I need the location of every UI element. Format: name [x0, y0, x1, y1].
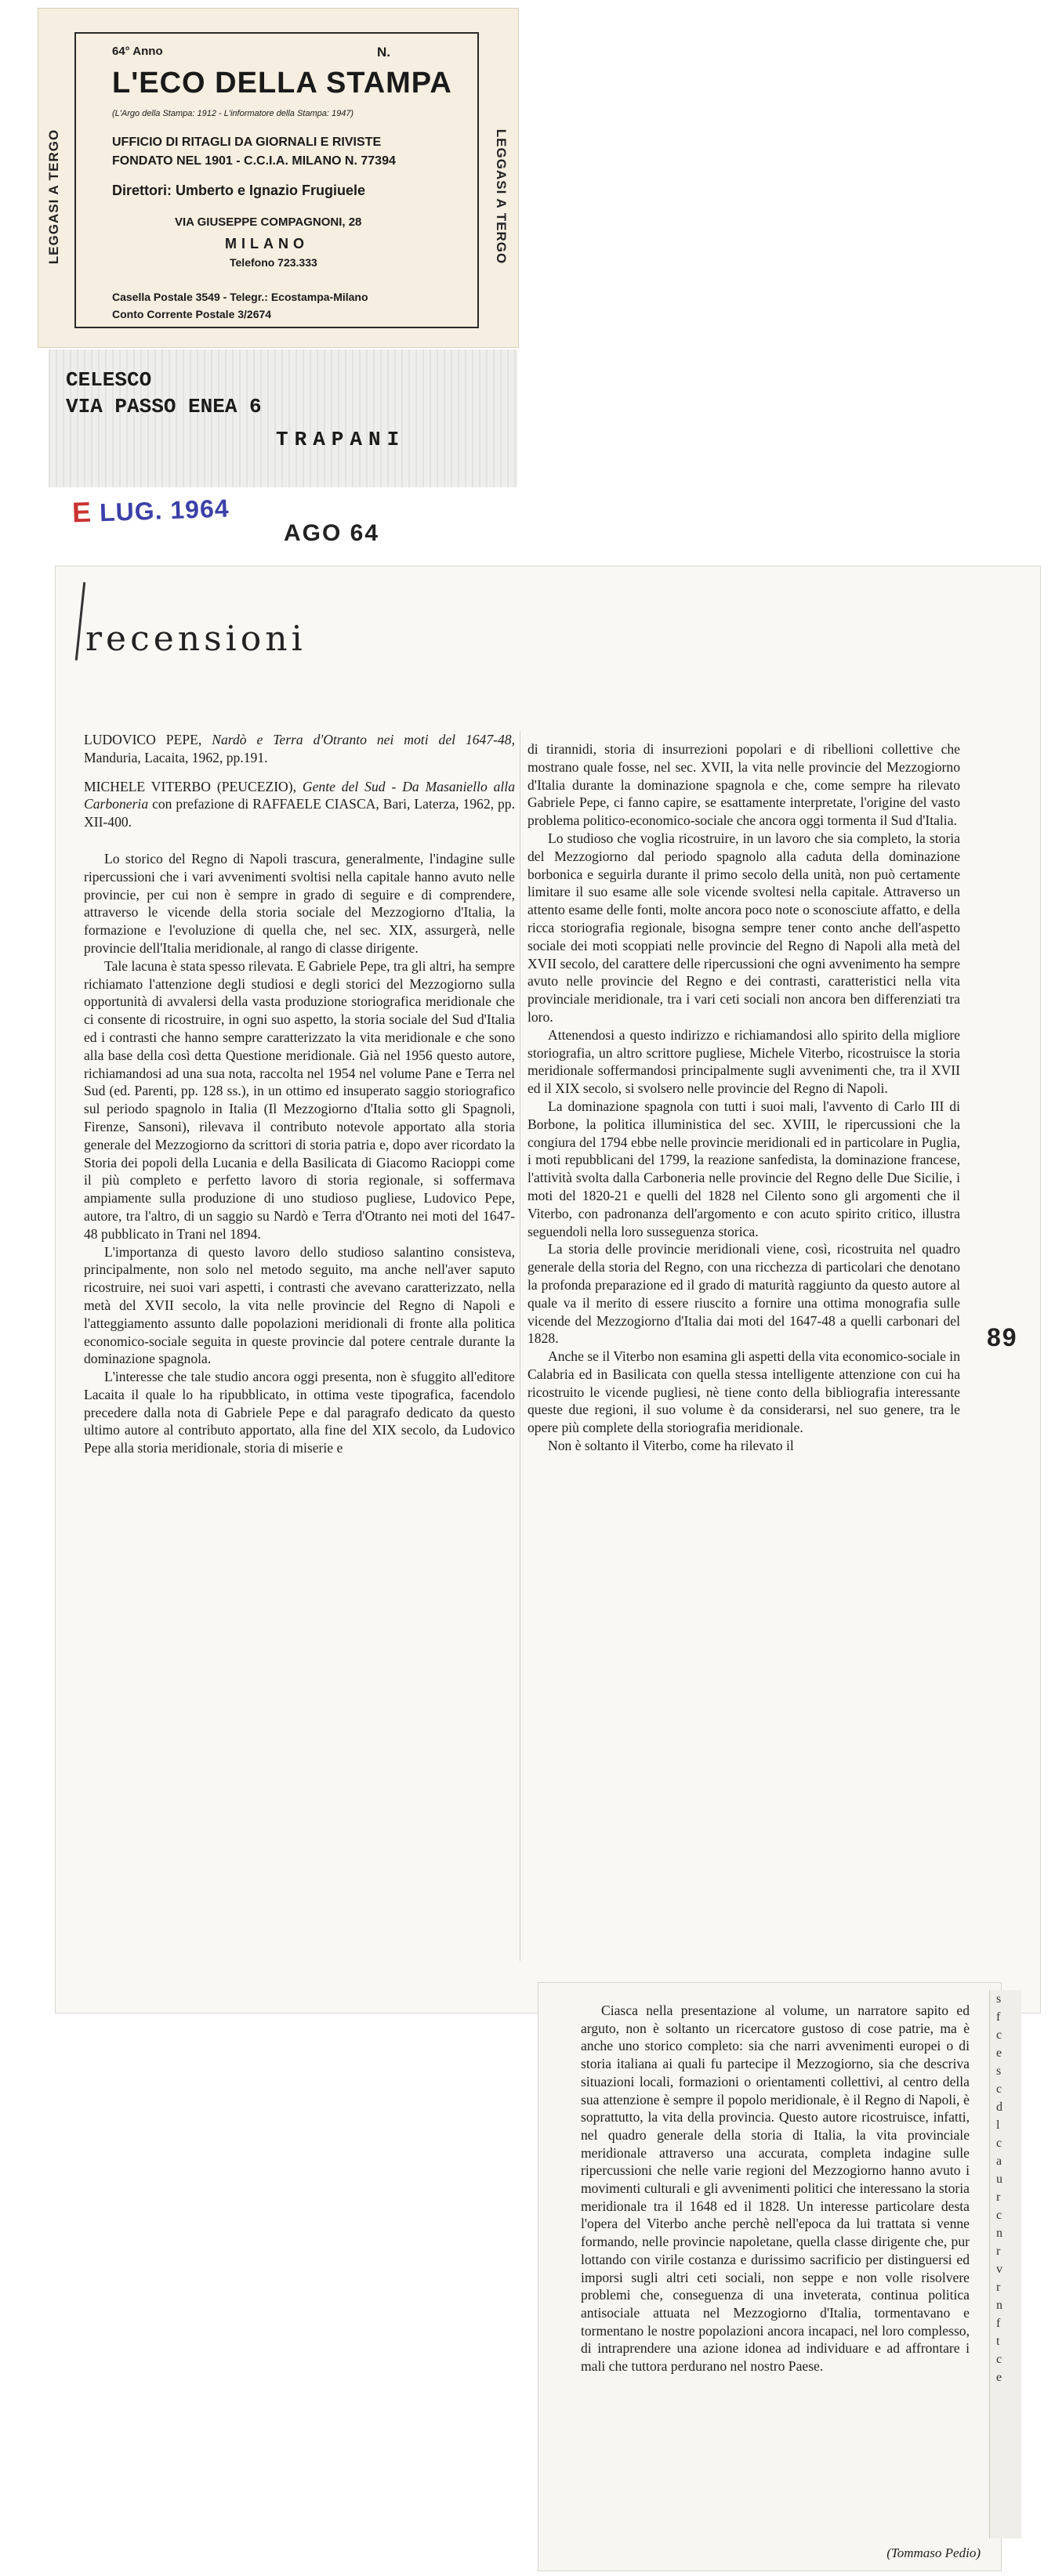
author-signature: (Tommaso Pedio): [886, 2545, 981, 2560]
adjacent-column-edge: [989, 1990, 1021, 2538]
header-street: VIA GIUSEPPE COMPAGNONI, 28: [175, 215, 362, 229]
address-city: TRAPANI: [276, 428, 406, 451]
edge-letter: f: [996, 2010, 1001, 2024]
edge-letter: t: [996, 2335, 1000, 2348]
bib-1-author: LUDOVICO PEPE,: [84, 732, 202, 747]
right-paragraph-2: Attenendosi a questo indirizzo e richiamandosi allo spirito della migliore storiografia, un altro scrittore pugliese, Michele Viterbo, ricostruisce la storia meridionale soffermandosi principalmente sugli avvenimenti che, tra il XVII ed il XIX secolo, si svolsero nelle provincie del Regno di Napoli.: [528, 1026, 960, 1097]
bib-2-author: MICHELE VITERBO (PEUCEZIO),: [84, 778, 297, 794]
bibliography-entry-1: [84, 731, 515, 767]
bib-1-details: Manduria, Lacaita, 1962, pp.191.: [84, 749, 268, 765]
right-paragraph-4: La storia delle provincie meridionali viene, così, ricostruita nel quadro generale della storia del Regno, con una ricchezza di particolari che denotano la profonda preparazione ed il grado di maturità raggiunto da questo autore al quale va il merito di essere riuscito a fornire una ottima monografia sulle vicende del Mezzogiorno d'Italia dai moti del 1647-48 a quelli carbonari del 1828.: [528, 1241, 960, 1347]
address-recipient: CELESCO: [66, 368, 152, 392]
header-office: UFFICIO DI RITAGLI DA GIORNALI E RIVISTE: [112, 136, 382, 149]
date-stamp: [71, 491, 230, 530]
article-right-column: [528, 740, 960, 1455]
bib-2-details: con prefazione di RAFFAELE CIASCA, Bari, Laterza, 1962, pp. XII-400.: [84, 796, 515, 830]
bib-2-title: Gente del Sud - Da Masaniello alla Carboneria: [84, 778, 515, 812]
address-label: [49, 349, 517, 487]
edge-letter: c: [996, 2136, 1002, 2150]
edge-letter: s: [996, 1992, 1002, 2006]
address-street: VIA PASSO ENEA 6: [66, 395, 262, 418]
section-heading: recensioni: [85, 619, 306, 660]
edge-letter: f: [996, 2317, 1001, 2330]
header-postal-account: Conto Corrente Postale 3/2674: [112, 308, 272, 320]
edge-letter: s: [996, 2064, 1002, 2078]
side-label-left: LEGGASI A TERGO: [46, 128, 61, 265]
date-stamp-text: LUG. 1964: [99, 494, 230, 527]
page-number: 89: [987, 1323, 1018, 1351]
edge-letter: r: [996, 2191, 1001, 2204]
edge-letter: v: [996, 2263, 1002, 2276]
left-paragraph-1: Lo storico del Regno di Napoli trascura, generalmente, l'indagine sulle ripercussioni che i vari avvenimenti svoltisi nella capitale hanno avuto nelle provincie, per cui non è sempre in grado di seguire e di comprendere, attraverso le vicende della storia sociale del Mezzogiorno d'Italia, la formazione e l'evoluzione di quella che, nel sec. XIX, assurgerà, nelle provincie dell'Italia meridionale, al rango di classe dirigente.: [84, 850, 515, 956]
header-year: 64° Anno: [112, 45, 163, 58]
header-po-box: Casella Postale 3549 - Telegr.: Ecostampa-Milano: [112, 291, 368, 303]
edge-letter: d: [996, 2100, 1002, 2114]
continuation-column: [581, 2002, 970, 2375]
right-lead-paragraph: di tirannidi, storia di insurrezioni popolari e di ribellioni collettive che mostrano quale fosse, nel sec. XVII, la vita nelle provincie del Mezzogiorno d'Italia durante la dominazione spagnola e che, come sempre ha rilevato Gabriele Pepe, ci fanno capire, se esattamente interpretate, l'origine del vasto problema politico-economico-sociale che ancora oggi tormenta il Sud d'Italia.: [528, 741, 960, 829]
edge-letter: c: [996, 2353, 1002, 2366]
press-clipping-header: [38, 8, 519, 348]
date-stamp-mark: E: [71, 495, 92, 529]
header-directors: Direttori: Umberto e Ignazio Frugiuele: [112, 183, 366, 198]
edge-letter: c: [996, 2082, 1002, 2096]
edge-letter: u: [996, 2173, 1002, 2186]
right-paragraph-5: Anche se il Viterbo non esamina gli aspetti della vita economico-sociale in Calabria ed in Basilicata con quella stessa intelligente attenzione con cui ha ricostruito le vicende pugliesi, nè tiene conto della bibliografia interessante queste due regioni, il suo volume è da considerarsi, nel suo genere, tra le opere più complete della storiografia meridionale.: [528, 1348, 960, 1436]
section-mark: [75, 582, 85, 660]
left-paragraph-2: Tale lacuna è stata spesso rilevata. E Gabriele Pepe, tra gli altri, ha sempre richiamato l'attenzione degli studiosi e degli storici del Mezzogiorno sulla opportunità di avvalersi della vasta produzione storiografica meridionale che ci consente di ricostruire, in ogni suo aspetto, la storia sociale del Sud d'Italia ed i contrasti che hanno sempre caratterizzato la vita meridionale e che sono alla base della così detta Questione meridionale. Già nel 1956 questo autore, richiamandosi ad una sua nota, raccolta nel 1954 nel volume Pane e Terra nel Sud (ed. Parenti, pp. 128 ss.), in un ottimo ed insuperato saggio storiografico sul periodo spagnolo in Italia (Il Mezzogiorno d'Italia sotto gli Spagnoli, Firenze, Sansoni), rilevava il contributo notevole apportato alla storia generale del Mezzogiorno da scrittori di storia patria e, dopo aver ricordato la Storia dei popoli della Lucania e della Basilicata di Giacomo Racioppi come il più completo e perfetto lavoro di storia regionale, si soffermava ampiamente sulla produzione di uno studioso pugliese, Ludovico Pepe, autore, tra l'altro, di un saggio su Nardò e Terra d'Otranto nei moti del 1647-48 pubblicato in Trani nel 1894.: [84, 957, 515, 1242]
article-left-column: [84, 731, 515, 1457]
article-clipping: [55, 566, 1041, 2013]
header-frame: [74, 32, 479, 328]
edge-letter: e: [996, 2371, 1002, 2384]
header-founded: FONDATO NEL 1901 - C.C.I.A. MILANO N. 77394: [112, 154, 396, 168]
header-phone: Telefono 723.333: [230, 256, 317, 269]
side-label-right: LEGGASI A TERGO: [494, 128, 509, 265]
right-paragraph-1: Lo studioso che voglia ricostruire, in un lavoro che sia completo, la storia del Mezzogiorno dal periodo spagnolo alla caduta della dominazione borbonica e seguirla durante il primo secolo della unità, non può certamente limitare il suo esame alle sole vicende svoltesi nella capitale. Attraverso un attento esame delle fonti, molte ancora poco note o sconosciute affatto, e della ricca storiografia regionale, bisogna sempre tener conto anche dell'aspetto sociale dei moti scoppiati nelle provincie del Regno di Napoli alla metà del XVII secolo, del carattere delle ripercussioni che ogni avvenimento ha sempre avuto nelle provincie del Regno e dei contrasti, caratteristici nella vita provinciale meridionale, tra i vari ceti sociali non ancora ben differenziati tra loro.: [528, 830, 960, 1025]
header-subtitle: (L'Argo della Stampa: 1912 - L'informatore della Stampa: 1947): [112, 109, 354, 118]
left-paragraph-3: L'importanza di questo lavoro dello studioso salantino consisteva, principalmente, non solo nel metodo seguito, ma anche nell'aver saputo ricostruire, nei suoi vari aspetti, i contrasti che avevano caratterizzato, nella metà del XVII secolo, la vita nelle provincie del Regno di Napoli e l'atteggiamento assunto dalle popolazioni meridionali di fronte alla politica economico-sociale seguita in queste provincie dal potere centrale durante la dominazione spagnola.: [84, 1243, 515, 1367]
bib-1-title: Nardò e Terra d'Otranto nei moti del 1647-48,: [212, 732, 515, 747]
edge-letter: c: [996, 2028, 1002, 2042]
edge-letter: r: [996, 2245, 1001, 2258]
header-city: MILANO: [225, 236, 309, 251]
continuation-clipping: [538, 1982, 1002, 2571]
edge-letter: r: [996, 2281, 1001, 2294]
right-paragraph-6: Non è soltanto il Viterbo, come ha rilevato il: [548, 1438, 794, 1454]
continuation-paragraph: Ciasca nella presentazione al volume, un narratore sapito ed arguto, non è soltanto un ricercatore gustoso di cose patrie, ma è anche uno storico completo: sia che narri avvenimenti europei o di storia italiana ai quali fu partecipe il Mezzogiorno, sia che descriva situazioni locali, formazioni o orientamenti collettivi, al centro della sua attenzione è sempre il popolo meridionale, è il Regno di Napoli, è soprattutto, la vita della provincia. Questo autore ricostruisce, infatti, nel quadro generale della storia di Italia, la vita provinciale meridionale attraverso una accurata, completa indagine sulle ripercussioni che nelle varie regioni del Mezzogiorno hanno avuto i movimenti culturali e gli avvenimenti politici che interessano la storia meridionale tra il 1648 ed il 1828. Un interesse particolare desta l'opera del Viterbo anche perchè nell'epoca da lui trattata si venne formando, nelle provincie napoletane, quella classe dirigente che, pur lottando con virile costanza e durissimo sacrificio per distinguersi ed imporsi sugli altri ceti sociali, non seppe e non volle risolvere problemi che, conseguenza di una inveterata, continua politica antisociale attuata nel Mezzogiorno d'Italia, tormentavano e tormentano le nostre popolazioni ancora incapaci, nel loro complesso, di intraprendere una azione idonea ad individuare e ad affrontare i mali che tuttora perdurano nel nostro Paese.: [581, 2003, 970, 2375]
edge-letter: l: [996, 2118, 1000, 2132]
edge-letter: e: [996, 2046, 1002, 2060]
left-paragraph-4: L'interesse che tale studio ancora oggi presenta, non è sfuggito all'editore Lacaita il quale lo ha ripubblicato, in ottima veste tipografica, facendolo precedere dalla nota di Gabriele Pepe e dal paragrafo dedicato da questo ultimo autore al contributo apportato, alla fine del XIX secolo, da Ludovico Pepe alla storia meridionale, storia di miserie e: [84, 1369, 515, 1456]
edge-letter: a: [996, 2155, 1002, 2168]
bibliography-entry-2: [84, 778, 515, 831]
secondary-date-stamp: AGO 64: [284, 520, 380, 546]
header-number: N.: [377, 45, 390, 60]
edge-letter: n: [996, 2227, 1002, 2240]
right-paragraph-3: La dominazione spagnola con tutti i suoi mali, l'avvento di Carlo III di Borbone, la politica illuministica del sec. XVIII, le ripercussioni che la congiura del 1794 ebbe nelle provincie meridionali ed in particolare in Puglia, i moti repubblicani del 1799, la reazione sanfedista, la dominazione francese, l'attività svolta dalla Carboneria nelle provincie del Regno delle Due Sicilie, i moti del 1820-21 e quelli del 1828 nel Cilento sono gli argomenti che il Viterbo, con padronanza dell'argomento e con acuto spirito critico, illustra seguendoli nella loro susseguenza storica.: [528, 1098, 960, 1239]
edge-letter: n: [996, 2299, 1002, 2312]
edge-letter: c: [996, 2209, 1002, 2222]
header-title: L'ECO DELLA STAMPA: [112, 67, 452, 99]
